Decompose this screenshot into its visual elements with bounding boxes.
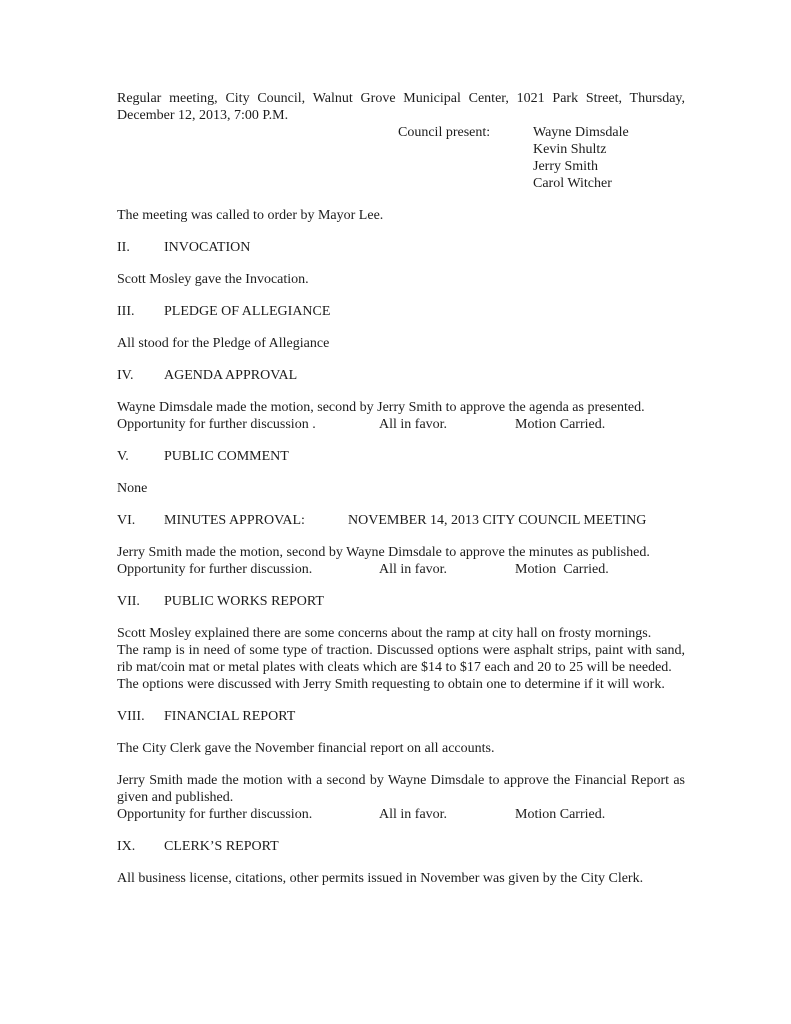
section-heading-minutes	[117, 512, 685, 529]
council-row	[117, 158, 685, 175]
agenda-motion: Wayne Dimsdale made the motion, second by Jerry Smith to approve the agenda as presented.	[117, 400, 645, 415]
section-heading-agenda	[117, 367, 685, 384]
public-works-para3: The options were discussed with Jerry Smith requesting to obtain one to determine if it will work.	[117, 677, 665, 692]
public-works-para2: The ramp is in need of some type of traction. Discussed options were asphalt strips, paint with sand, rib mat/coin mat or metal plates with cleats which are $14 to $17 each and 20 to 25 will be needed.	[117, 643, 685, 675]
discussion-text: Opportunity for further discussion .	[117, 417, 316, 432]
council-member: Jerry Smith	[533, 159, 598, 174]
section-number: VI.	[117, 513, 136, 528]
section-number: VII.	[117, 594, 140, 609]
council-row	[117, 175, 685, 192]
council-member: Carol Witcher	[533, 176, 612, 191]
section-title: CLERK’S REPORT	[164, 839, 279, 854]
financial-motion: Jerry Smith made the motion with a second by Wayne Dimsdale to approve the Financial Report as given and published.	[117, 773, 685, 805]
minutes-motion-result	[117, 561, 685, 578]
call-to-order: The meeting was called to order by Mayor Lee.	[117, 208, 384, 223]
discussion-text: Opportunity for further discussion.	[117, 562, 313, 577]
section-heading-clerks	[117, 838, 685, 855]
vote-text: All in favor.	[379, 562, 448, 577]
section-subtitle: NOVEMBER 14, 2013 CITY COUNCIL MEETING	[348, 513, 647, 528]
motion-carried-text: Motion Carried.	[515, 807, 606, 822]
section-title: FINANCIAL REPORT	[164, 709, 296, 724]
council-present-block	[117, 124, 685, 192]
section-heading-financial	[117, 708, 685, 725]
agenda-motion-result	[117, 416, 685, 433]
section-heading-pledge	[117, 303, 685, 320]
meeting-minutes	[117, 90, 685, 887]
motion-carried-text: Motion Carried.	[515, 562, 609, 577]
section-title: INVOCATION	[164, 240, 251, 255]
council-row	[117, 141, 685, 158]
council-row	[117, 124, 685, 141]
intro-paragraph: Regular meeting, City Council, Walnut Grove Municipal Center, 1021 Park Street, Thursday, December 12, 2013, 7:00 P.M.	[117, 91, 685, 123]
section-number: V.	[117, 449, 129, 464]
public-comment-body: None	[117, 481, 148, 496]
section-heading-public-works	[117, 593, 685, 610]
section-number: VIII.	[117, 709, 145, 724]
section-heading-invocation	[117, 239, 685, 256]
minutes-motion: Jerry Smith made the motion, second by Wayne Dimsdale to approve the minutes as published.	[117, 545, 650, 560]
council-present-label: Council present:	[398, 125, 491, 140]
section-number: II.	[117, 240, 130, 255]
financial-motion-result	[117, 806, 685, 823]
section-title: PUBLIC WORKS REPORT	[164, 594, 324, 609]
financial-para1: The City Clerk gave the November financial report on all accounts.	[117, 741, 495, 756]
section-number: IX.	[117, 839, 136, 854]
motion-carried-text: Motion Carried.	[515, 417, 606, 432]
section-title: PLEDGE OF ALLEGIANCE	[164, 304, 331, 319]
council-member: Kevin Shultz	[533, 142, 607, 157]
section-heading-public-comment	[117, 448, 685, 465]
clerks-body: All business license, citations, other permits issued in November was given by the City Clerk.	[117, 871, 644, 886]
invocation-body: Scott Mosley gave the Invocation.	[117, 272, 309, 287]
pledge-body: All stood for the Pledge of Allegiance	[117, 336, 330, 351]
section-title: PUBLIC COMMENT	[164, 449, 289, 464]
public-works-para1: Scott Mosley explained there are some concerns about the ramp at city hall on frosty mornings.	[117, 626, 652, 641]
council-member: Wayne Dimsdale	[533, 125, 629, 140]
section-number: IV.	[117, 368, 134, 383]
vote-text: All in favor.	[379, 807, 448, 822]
vote-text: All in favor.	[379, 417, 448, 432]
section-number: III.	[117, 304, 135, 319]
section-title: MINUTES APPROVAL:	[164, 513, 305, 528]
discussion-text: Opportunity for further discussion.	[117, 807, 313, 822]
section-title: AGENDA APPROVAL	[164, 368, 298, 383]
